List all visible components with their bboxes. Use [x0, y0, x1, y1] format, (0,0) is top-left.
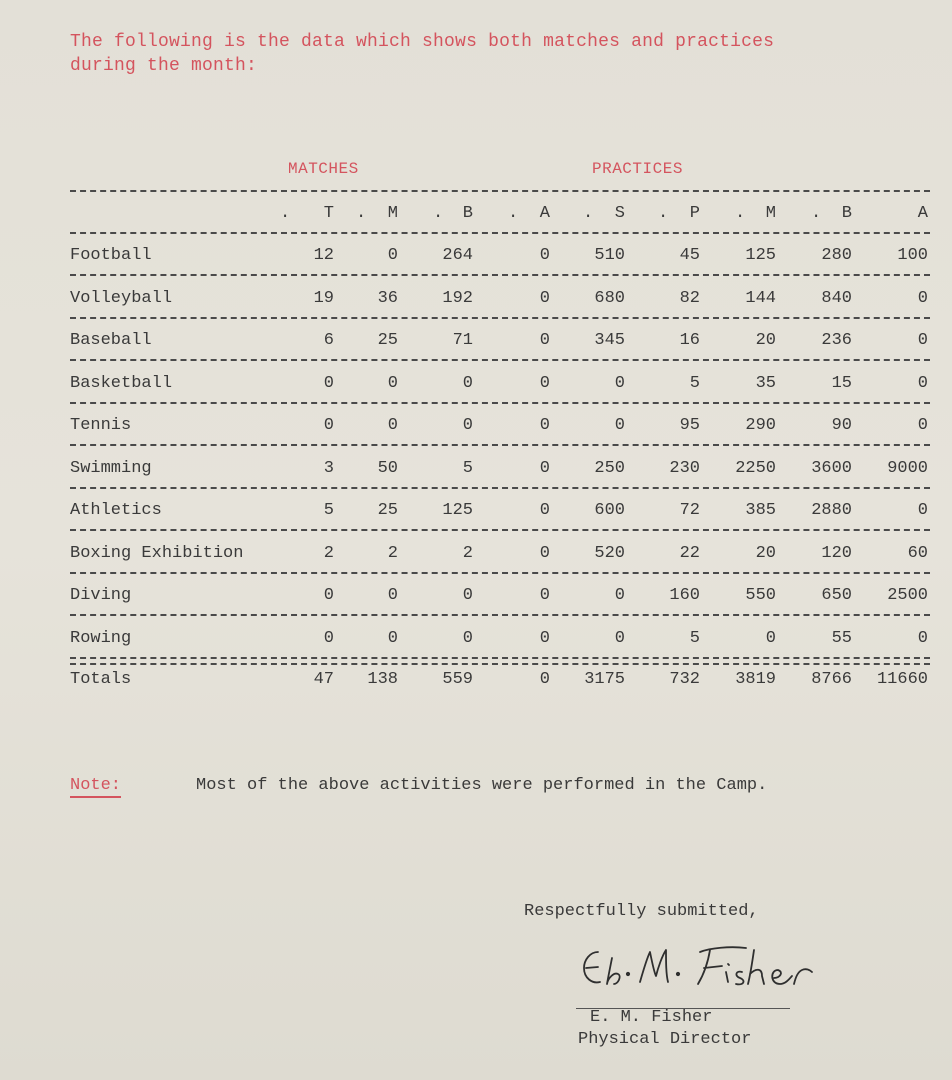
table-cell: 732	[669, 670, 700, 689]
column-header-row	[70, 202, 932, 226]
table-cell: 264	[442, 246, 473, 265]
table-cell: 120	[821, 543, 852, 563]
table-cell: 0	[614, 586, 625, 605]
table-cell: 290	[745, 416, 776, 435]
table-cell: 840	[821, 288, 852, 308]
table-cell: 0	[539, 331, 550, 350]
table-cell: 11660	[876, 670, 928, 689]
table-cell: 0	[539, 543, 550, 563]
table-cell: 0	[387, 628, 398, 648]
table-cell: 0	[539, 628, 550, 648]
table-cell: 22	[679, 543, 700, 563]
table-cell: 0	[462, 628, 473, 648]
table-cell: 550	[745, 586, 776, 605]
table-cell: 0	[917, 373, 928, 393]
table-cell: 0	[462, 373, 473, 393]
handwritten-signature	[570, 938, 860, 998]
table-cell: 160	[669, 586, 700, 605]
column-separator-dot: .	[735, 204, 746, 223]
table-cell: 559	[442, 670, 473, 689]
table-cell: 0	[539, 458, 550, 478]
table-cell: 0	[539, 501, 550, 520]
table-cell: 650	[821, 586, 852, 605]
table-cell: 385	[745, 501, 776, 520]
table-cell: 71	[452, 331, 473, 350]
table-cell: 0	[539, 416, 550, 435]
table-cell: 5	[462, 458, 473, 478]
table-cell: 45	[679, 246, 700, 265]
table-cell: 125	[745, 246, 776, 265]
table-cell: 2880	[811, 501, 852, 520]
table-cell: 60	[907, 543, 928, 563]
table-cell: 0	[387, 586, 398, 605]
matches-header: MATCHES	[288, 160, 359, 178]
row-label: Tennis	[70, 416, 132, 435]
table-cell: 16	[679, 331, 700, 350]
table-cell: 0	[323, 586, 334, 605]
row-label: Swimming	[70, 458, 152, 478]
dashed-rule	[70, 614, 930, 616]
column-separator-dot: .	[583, 204, 594, 223]
table-cell: 3819	[735, 670, 776, 689]
row-label: Volleyball	[70, 288, 173, 308]
row-label: Diving	[70, 586, 132, 605]
table-cell: 0	[917, 331, 928, 350]
table-cell: 680	[594, 288, 625, 308]
row-label: Basketball	[70, 373, 173, 393]
table-cell: 20	[755, 543, 776, 563]
table-cell: 2	[323, 543, 334, 563]
table-cell: 0	[462, 416, 473, 435]
table-cell: 510	[594, 246, 625, 265]
dashed-rule	[70, 232, 930, 234]
table-cell: 230	[669, 458, 700, 478]
column-separator-dot: .	[433, 204, 444, 223]
table-cell: 0	[539, 670, 550, 689]
table-cell: 47	[313, 670, 334, 689]
table-cell: A	[539, 204, 550, 223]
intro-line-1: The following is the data which shows both matches and practices	[70, 32, 775, 52]
table-cell: 5	[323, 501, 334, 520]
column-separator-dot: .	[356, 204, 367, 223]
table-cell: 0	[539, 288, 550, 308]
row-label: Athletics	[70, 501, 162, 520]
table-cell: 0	[539, 586, 550, 605]
table-cell: 35	[755, 373, 776, 393]
table-cell: 0	[614, 373, 625, 393]
closing-text: Respectfully submitted,	[524, 902, 759, 921]
table-cell: 0	[387, 416, 398, 435]
table-cell: 2250	[735, 458, 776, 478]
table-cell: B	[462, 204, 473, 223]
table-cell: 0	[323, 628, 334, 648]
table-row	[70, 499, 932, 523]
dashed-rule	[70, 487, 930, 489]
table-cell: 0	[614, 416, 625, 435]
dashed-rule	[70, 444, 930, 446]
table-cell: 82	[679, 288, 700, 308]
table-cell: 95	[679, 416, 700, 435]
dashed-rule	[70, 529, 930, 531]
table-cell: 25	[377, 501, 398, 520]
table-cell: A	[917, 204, 928, 223]
table-cell: 6	[323, 331, 334, 350]
practices-header: PRACTICES	[592, 160, 683, 178]
table-cell: 3	[323, 458, 334, 478]
intro-text	[70, 30, 930, 78]
dashed-rule	[70, 274, 930, 276]
table-row	[70, 372, 932, 396]
table-cell: 0	[917, 628, 928, 648]
dashed-rule	[70, 317, 930, 319]
table-cell: 90	[831, 416, 852, 435]
table-cell: 2	[462, 543, 473, 563]
table-cell: 9000	[887, 458, 928, 478]
table-cell: 0	[539, 373, 550, 393]
table-cell: 3600	[811, 458, 852, 478]
table-row	[70, 244, 932, 268]
column-separator-dot: .	[658, 204, 669, 223]
totals-row	[70, 668, 932, 692]
column-separator-dot: .	[811, 204, 822, 223]
table-cell: 20	[755, 331, 776, 350]
table-row	[70, 627, 932, 651]
row-label: Boxing Exhibition	[70, 543, 244, 563]
table-row	[70, 457, 932, 481]
table-cell: 0	[917, 416, 928, 435]
table-cell: 12	[313, 246, 334, 265]
table-cell: 36	[377, 288, 398, 308]
table-cell: B	[841, 204, 852, 223]
table-cell: 25	[377, 331, 398, 350]
table-cell: 236	[821, 331, 852, 350]
table-cell: 0	[917, 501, 928, 520]
table-cell: 5	[689, 373, 700, 393]
table-cell: 0	[387, 373, 398, 393]
dashed-rule	[70, 657, 930, 659]
table-cell: 0	[323, 373, 334, 393]
table-cell: 144	[745, 288, 776, 308]
table-cell: 55	[831, 628, 852, 648]
table-cell: 0	[614, 628, 625, 648]
signer-title: Physical Director	[578, 1030, 752, 1049]
table-cell: 0	[917, 288, 928, 308]
row-label: Totals	[70, 670, 132, 689]
dashed-rule	[70, 663, 930, 665]
table-cell: 100	[897, 246, 928, 265]
intro-line-2: during the month:	[70, 56, 258, 76]
row-label: Rowing	[70, 628, 132, 648]
table-cell: S	[614, 204, 625, 223]
table-cell: 2	[387, 543, 398, 563]
table-cell: 5	[689, 628, 700, 648]
table-cell: 50	[377, 458, 398, 478]
dashed-rule	[70, 402, 930, 404]
row-label: Football	[70, 246, 152, 265]
table-cell: 0	[539, 246, 550, 265]
table-cell: 138	[367, 670, 398, 689]
note-label: Note:	[70, 776, 121, 798]
table-cell: 0	[323, 416, 334, 435]
table-cell: 280	[821, 246, 852, 265]
signer-name: E. M. Fisher	[590, 1008, 713, 1027]
column-separator-dot: .	[280, 204, 291, 223]
row-label: Baseball	[70, 331, 152, 350]
table-cell: 0	[462, 586, 473, 605]
table-cell: T	[323, 204, 334, 223]
dashed-rule	[70, 190, 930, 192]
table-cell: 15	[831, 373, 852, 393]
table-cell: M	[387, 204, 398, 223]
table-row	[70, 414, 932, 438]
note-text: Most of the above activities were performed in the Camp.	[196, 776, 768, 795]
table-row	[70, 542, 932, 566]
table-cell: 2500	[887, 586, 928, 605]
table-cell: 345	[594, 331, 625, 350]
table-cell: 8766	[811, 670, 852, 689]
dashed-rule	[70, 572, 930, 574]
table-cell: 3175	[584, 670, 625, 689]
table-cell: 520	[594, 543, 625, 563]
table-cell: 250	[594, 458, 625, 478]
table-cell: 72	[679, 501, 700, 520]
table-row	[70, 584, 932, 608]
table-row	[70, 287, 932, 311]
table-cell: 0	[387, 246, 398, 265]
table-cell: 192	[442, 288, 473, 308]
table-cell: 600	[594, 501, 625, 520]
table-cell: 125	[442, 501, 473, 520]
table-cell: M	[765, 204, 776, 223]
table-cell: 0	[765, 628, 776, 648]
dashed-rule	[70, 359, 930, 361]
table-row	[70, 329, 932, 353]
column-separator-dot: .	[508, 204, 519, 223]
table-cell: P	[689, 204, 700, 223]
table-cell: 19	[313, 288, 334, 308]
